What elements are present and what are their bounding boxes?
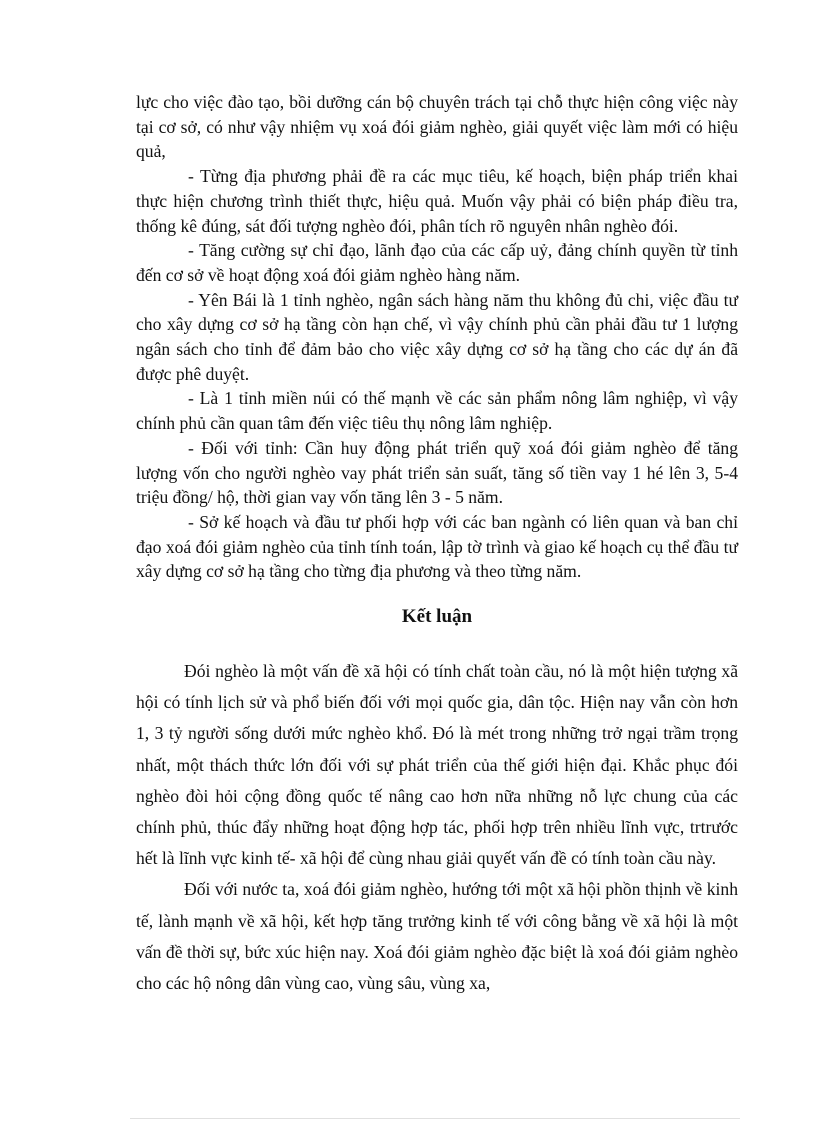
conclusion-paragraph-global: Đói nghèo là một vấn đề xã hội có tính chất toàn cầu, nó là một hiện tượng xã hội có tính lịch sử và phổ biến đối với mọi quốc gia, dân tộc. Hiện nay vẫn còn hơn 1, 3 tỷ người sống dưới mức nghèo khổ. Đó là mét trong những trở ngại trầm trọng nhất, một thách thức lớn đối với sự phát triển của thế giới hiện đại. Khắc phục đói nghèo đòi hỏi cộng đồng quốc tế nâng cao hơn nữa những nỗ lực chung của các chính phủ, thúc đẩy những hoạt động hợp tác, phối hợp trên nhiều lĩnh vực, trtrước hết là lĩnh vực kinh tế- xã hội để cùng nhau giải quyết vấn đề có tính toàn cầu này. — [136, 661, 738, 869]
paragraph-continuation: lực cho việc đào tạo, bồi dưỡng cán bộ chuyên trách tại chỗ thực hiện công việc này tại cơ sở, có như vậy nhiệm vụ xoá đói giảm nghèo, giải quyết việc làm mới có hiệu quả, — [136, 92, 738, 162]
document-body — [136, 90, 738, 999]
page-bottom-divider — [130, 1118, 740, 1119]
conclusion-heading: Kết luận — [401, 606, 473, 628]
recommendation-leadership: - Tăng cường sự chỉ đạo, lãnh đạo của các cấp uỷ, đảng chính quyền từ tỉnh đến cơ sở về hoạt động xoá đói giảm nghèo hàng năm. — [136, 240, 738, 285]
recommendation-poverty-fund: - Đối với tỉnh: Cần huy động phát triển quỹ xoá đói giảm nghèo để tăng lượng vốn cho người nghèo vay phát triển sản suất, tăng số tiền vay 1 hé lên 3, 5-4 triệu đồng/ hộ, thời gian vay vốn tăng lên 3 - 5 năm. — [136, 437, 738, 508]
recommendation-planning-department: - Sở kế hoạch và đầu tư phối hợp với các ban ngành có liên quan và ban chỉ đạo xoá đói giảm nghèo của tỉnh tính toán, lập tờ trình và giao kế hoạch cụ thể đầu tư xây dựng cơ sở hạ tầng cho từng địa phương và theo từng năm. — [136, 511, 738, 582]
recommendation-local-planning: - Từng địa phương phải đề ra các mục tiêu, kế hoạch, biện pháp triển khai thực hiện chương trình thiết thực, hiệu quả. Muốn vậy phải có biện pháp điều tra, thống kê đúng, sát đối tượng nghèo đói, phân tích rõ nguyên nhân nghèo đói. — [136, 166, 738, 236]
recommendation-infrastructure-budget: - Yên Bái là 1 tỉnh nghèo, ngân sách hàng năm thu không đủ chi, việc đầu tư cho xây dựng cơ sở hạ tầng còn hạn chế, vì vậy chính phủ cần phải đầu tư 1 lượng ngân sách cho tỉnh để đảm bảo cho việc xây dựng cơ sở hạ tầng cho các dự án đã được phê duyệt. — [136, 289, 738, 384]
recommendation-agriculture-consumption: - Là 1 tỉnh miền núi có thế mạnh về các sản phẩm nông lâm nghiệp, vì vậy chính phủ cần quan tâm đến việc tiêu thụ nông lâm nghiệp. — [136, 388, 738, 434]
conclusion-paragraph-vietnam: Đối với nước ta, xoá đói giảm nghèo, hướng tới một xã hội phồn thịnh về kinh tế, lành mạnh về xã hội, kết hợp tăng trưởng kinh tế với công bằng về xã hội là một vấn đề thời sự, bức xúc hiện nay. Xoá đói giảm nghèo đặc biệt là xoá đói giảm nghèo cho các hộ nông dân vùng cao, vùng sâu, vùng xa, — [136, 879, 738, 994]
